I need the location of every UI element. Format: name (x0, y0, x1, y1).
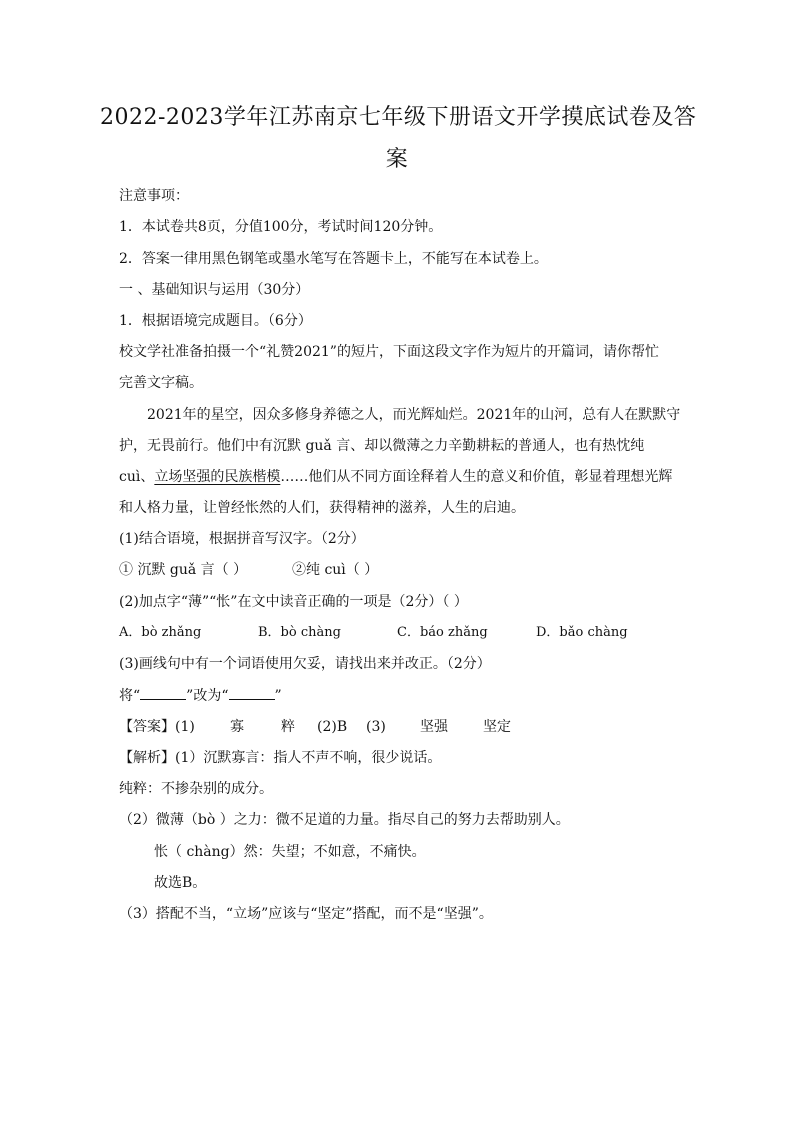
option-a: A．bò zhǎng (119, 625, 202, 640)
question-intro-line-1: 校文学社准备拍摄一个“礼赞2021”的短片，下面这段文字作为短片的开篇词，请你帮忙 (119, 344, 659, 360)
answer-3: (2)B (317, 719, 348, 735)
sub-question-1-blank-b: ②纯 cuì（ ） (292, 562, 379, 578)
sub-question-1: (1)结合语境，根据拼音写汉字。（2分） (119, 531, 365, 547)
analysis-line-3: （2）微薄（bò ）之力：微不足道的力量。指尽自己的努力去帮助别人。 (119, 812, 570, 828)
analysis-line-1: 【解析】(1）沉默寡言：指人不声不响，很少说话。 (119, 750, 442, 766)
answer-1: 寡 (230, 719, 244, 735)
analysis-line-5: 故选B。 (154, 875, 207, 891)
passage-line-3 (119, 469, 672, 485)
option-b: B．bò chàng (258, 625, 341, 640)
replace-middle: ”改为“ (186, 688, 229, 704)
passage-line-4: 和人格力量，让曾经怅然的人们，获得精神的滋养，人生的启迪。 (119, 500, 525, 516)
question-intro-line-2: 完善文字稿。 (119, 375, 203, 391)
answer-2: 粹 (281, 719, 295, 735)
option-c: C．báo zhǎng (397, 625, 488, 640)
passage-line-2: 护，无畏前行。他们中有沉默 guǎ 言、却以微薄之力辛勤耕耘的普通人，也有热忱纯 (119, 438, 645, 454)
analysis-line-2: 纯粹：不掺杂别的成分。 (119, 781, 273, 797)
answer-4: (3) (366, 719, 386, 735)
answer-6: 坚定 (483, 719, 511, 735)
notes-item-1: 1．本试卷共8页，分值100分，考试时间120分钟。 (119, 219, 443, 235)
analysis-line-4: 怅（ chàng）然：失望；不如意，不痛快。 (154, 844, 426, 860)
sub-question-2: (2)加点字“薄”“怅”在文中读音正确的一项是（2分）（ ） (119, 594, 468, 610)
sub-question-3: (3)画线句中有一个词语使用欠妥，请找出来并改正。（2分） (119, 656, 491, 672)
notes-item-2: 2．答案一律用黑色钢笔或墨水笔写在答题卡上，不能写在本试卷上。 (119, 251, 548, 267)
answer-5: 坚强 (420, 719, 448, 735)
replace-instruction (119, 687, 282, 704)
passage-line-1: 2021年的星空，因众多修身养德之人，而光辉灿烂。2021年的山河，总有人在默默守 (147, 407, 681, 423)
sub-question-1-blank-a: ① 沉默 guǎ 言（ ） (119, 562, 248, 578)
answer-label: 【答案】(1) (119, 719, 195, 735)
passage-line-3-start: cuì、 (119, 469, 155, 485)
passage-line-3-end: ……他们从不同方面诠释着人生的意义和价值，彰显着理想光辉 (280, 469, 673, 485)
answer-blank-2 (229, 687, 275, 700)
notes-heading: 注意事项： (119, 188, 189, 204)
replace-prefix: 将“ (119, 688, 141, 704)
answer-blank-1 (140, 687, 186, 700)
replace-suffix: ” (274, 688, 282, 704)
question-1-heading: 1．根据语境完成题目。（6分） (119, 313, 312, 329)
section-1-heading: 一 、基础知识与运用（30分） (119, 282, 310, 298)
document-title-line-2: 案 (385, 147, 409, 172)
analysis-line-6: （3）搭配不当，“立场”应该与“坚定”搭配，而不是“坚强”。 (119, 906, 493, 922)
document-title-line-1: 2022-2023学年江苏南京七年级下册语文开学摸底试卷及答 (100, 105, 697, 130)
underlined-sentence: 立场坚强的民族楷模 (154, 469, 281, 485)
option-d: D．bǎo chàng (536, 625, 628, 640)
